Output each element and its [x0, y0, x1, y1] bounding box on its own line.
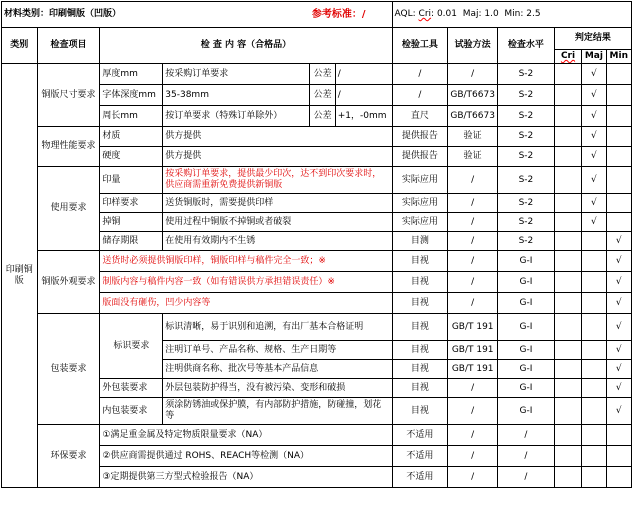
content-cell: 使用过程中铜版不掉铜或者破裂 — [163, 213, 392, 232]
content-cell: 送货铜版时，需要提供印样 — [163, 194, 392, 213]
maj-cell: √ — [582, 147, 606, 167]
group-appearance: 铜版外观要求 — [37, 251, 100, 314]
level-cell: S-2 — [498, 213, 555, 232]
tool-cell: 实际应用 — [392, 167, 448, 194]
min-cell: √ — [606, 314, 631, 341]
method-cell: / — [448, 213, 498, 232]
cri-cell — [554, 64, 581, 85]
table-row — [2, 127, 632, 147]
level-cell: S-2 — [498, 232, 555, 251]
level-cell: S-2 — [498, 194, 555, 213]
cri-cell — [554, 213, 581, 232]
min-cell — [606, 194, 631, 213]
min-cell: √ — [606, 398, 631, 425]
content-cell: ②供应商需提供通过 ROHS、REACH等检测（NA） — [100, 446, 392, 467]
min-cell — [606, 64, 631, 85]
cri-cell — [554, 446, 581, 467]
reference-standard: 参考标准：/ — [310, 2, 392, 28]
level-cell: / — [498, 446, 555, 467]
sub-item: 材质 — [100, 127, 163, 147]
method-cell: / — [448, 232, 498, 251]
tool-cell: 目视 — [392, 293, 448, 314]
method-cell: GB/T 191 — [448, 341, 498, 360]
tool-cell: 提供报告 — [392, 147, 448, 167]
method-cell: / — [448, 467, 498, 488]
table-row — [2, 314, 632, 341]
maj-cell: √ — [582, 194, 606, 213]
maj-cell — [582, 446, 606, 467]
method-cell: 验证 — [448, 127, 498, 147]
content-cell: 标识清晰，易于识别和追溯，有出厂基本合格证明 — [163, 314, 392, 341]
method-cell: 验证 — [448, 147, 498, 167]
level-cell: G-I — [498, 272, 555, 293]
cri-cell — [554, 360, 581, 379]
col-maj-header: Maj — [582, 50, 606, 64]
cri-cell — [554, 232, 581, 251]
content-cell: 注明供商名称、批次号等基本产品信息 — [163, 360, 392, 379]
method-cell: GB/T 191 — [448, 314, 498, 341]
level-cell: S-2 — [498, 85, 555, 106]
group-use: 使用要求 — [37, 167, 100, 251]
min-cell: √ — [606, 272, 631, 293]
maj-cell: √ — [582, 85, 606, 106]
min-cell: √ — [606, 251, 631, 272]
maj-cell — [582, 398, 606, 425]
min-cell — [606, 127, 631, 147]
cri-cell — [554, 147, 581, 167]
col-level-header: 检查水平 — [498, 28, 555, 64]
sub-item: 印量 — [100, 167, 163, 194]
tolerance-value: / — [335, 64, 392, 85]
cri-cell — [554, 467, 581, 488]
min-cell: √ — [606, 232, 631, 251]
col-cri-header: Cri — [554, 50, 581, 64]
cri-cell — [554, 425, 581, 446]
col-item-header: 检查项目 — [37, 28, 100, 64]
content-cell: 送货时必须提供铜版印样，铜版印样与稿件完全一致；※ — [100, 251, 392, 272]
group-physical: 物理性能要求 — [37, 127, 100, 167]
min-cell — [606, 106, 631, 127]
tool-cell: 目视 — [392, 341, 448, 360]
level-cell: / — [498, 425, 555, 446]
aql-label: AQL: — [394, 9, 419, 19]
cri-cell — [554, 251, 581, 272]
maj-cell — [582, 232, 606, 251]
maj-cell — [582, 379, 606, 398]
cri-cell — [554, 194, 581, 213]
tool-cell: 直尺 — [392, 106, 448, 127]
col-type-header: 类别 — [2, 28, 38, 64]
group-package-mark: 标识要求 — [100, 314, 163, 379]
method-cell: / — [448, 194, 498, 213]
content-cell: 版面没有砸伤，凹少内容等 — [100, 293, 392, 314]
tool-cell: 目视 — [392, 379, 448, 398]
table-row — [2, 64, 632, 85]
content-cell: 在使用有效期内不生锈 — [163, 232, 392, 251]
min-cell: √ — [606, 341, 631, 360]
table-row — [2, 251, 632, 272]
title-row — [2, 2, 632, 28]
min-cell: √ — [606, 379, 631, 398]
col-judge-header: 判定结果 — [554, 28, 631, 50]
maj-cell: √ — [582, 64, 606, 85]
level-cell: / — [498, 467, 555, 488]
level-cell: S-2 — [498, 127, 555, 147]
method-cell: / — [448, 398, 498, 425]
method-cell: / — [448, 64, 498, 85]
maj-cell — [582, 251, 606, 272]
method-cell: / — [448, 251, 498, 272]
sub-item: 硬度 — [100, 147, 163, 167]
content-cell: 按订单要求（特殊订单除外） — [163, 106, 310, 127]
maj-cell: √ — [582, 167, 606, 194]
tool-cell: 实际应用 — [392, 213, 448, 232]
min-cell — [606, 467, 631, 488]
content-cell: 35-38mm — [163, 85, 310, 106]
method-cell: / — [448, 446, 498, 467]
group-package: 包装要求 — [37, 314, 100, 425]
group-env: 环保要求 — [37, 425, 100, 488]
tolerance-value: / — [335, 85, 392, 106]
min-cell — [606, 167, 631, 194]
content-cell: 供方提供 — [163, 147, 392, 167]
min-cell — [606, 147, 631, 167]
tolerance-label: 公差 — [310, 106, 335, 127]
sub-item: 内包装要求 — [100, 398, 163, 425]
level-cell: G-I — [498, 360, 555, 379]
method-cell: / — [448, 167, 498, 194]
tool-cell: 不适用 — [392, 425, 448, 446]
method-cell: / — [448, 425, 498, 446]
cri-cell — [554, 106, 581, 127]
method-cell: / — [448, 272, 498, 293]
maj-cell: √ — [582, 127, 606, 147]
aql-cri: Cri — [418, 9, 432, 19]
tool-cell: 目测 — [392, 232, 448, 251]
method-cell: / — [448, 379, 498, 398]
table-row — [2, 425, 632, 446]
content-cell: ①满足重金属及特定物质限量要求（NA） — [100, 425, 392, 446]
maj-cell — [582, 272, 606, 293]
maj-cell — [582, 360, 606, 379]
cri-cell — [554, 341, 581, 360]
tool-cell: / — [392, 85, 448, 106]
sub-item: 掉铜 — [100, 213, 163, 232]
cri-cell — [554, 127, 581, 147]
tool-cell: 目视 — [392, 314, 448, 341]
level-cell: S-2 — [498, 64, 555, 85]
level-cell: G-I — [498, 314, 555, 341]
category-name: 印刷铜版 — [2, 64, 38, 488]
content-cell: 按采购订单要求，提供最少印次，达不到印次要求时，供应商需重新免费提供新铜版 — [163, 167, 392, 194]
content-cell: 供方提供 — [163, 127, 392, 147]
sub-item: 外包装要求 — [100, 379, 163, 398]
sub-item: 储存期限 — [100, 232, 163, 251]
cri-cell — [554, 85, 581, 106]
header-row-1 — [2, 28, 632, 50]
tolerance-value: +1，-0mm — [335, 106, 392, 127]
col-method-header: 试验方法 — [448, 28, 498, 64]
sub-item: 厚度mm — [100, 64, 163, 85]
min-cell — [606, 425, 631, 446]
level-cell: S-2 — [498, 147, 555, 167]
tolerance-label: 公差 — [310, 64, 335, 85]
sub-item: 印样要求 — [100, 194, 163, 213]
aql-rest: : 0.01 Maj: 1.0 Min: 2.5 — [431, 9, 541, 19]
cri-cell — [554, 314, 581, 341]
content-cell: 按采购订单要求 — [163, 64, 310, 85]
level-cell: G-I — [498, 379, 555, 398]
col-min-header: Min — [606, 50, 631, 64]
aql-values — [392, 2, 631, 28]
sub-item: 周长mm — [100, 106, 163, 127]
cri-cell — [554, 272, 581, 293]
maj-cell: √ — [582, 106, 606, 127]
maj-cell: √ — [582, 213, 606, 232]
cri-cell — [554, 167, 581, 194]
cri-cell — [554, 379, 581, 398]
min-cell: √ — [606, 293, 631, 314]
level-cell: G-I — [498, 293, 555, 314]
tool-cell: 目视 — [392, 272, 448, 293]
col-content-header: 检 查 内 容（合格品） — [100, 28, 392, 64]
method-cell: GB/T 191 — [448, 360, 498, 379]
content-cell: ③定期提供第三方型式检验报告（NA） — [100, 467, 392, 488]
method-cell: / — [448, 293, 498, 314]
tool-cell: 实际应用 — [392, 194, 448, 213]
cri-cell — [554, 398, 581, 425]
maj-cell — [582, 467, 606, 488]
level-cell: G-I — [498, 398, 555, 425]
tool-cell: 目视 — [392, 251, 448, 272]
tool-cell: 目视 — [392, 360, 448, 379]
tool-cell: 不适用 — [392, 467, 448, 488]
content-cell: 制版内容与稿件内容一致（如有错误供方承担错误责任）※ — [100, 272, 392, 293]
maj-cell — [582, 341, 606, 360]
col-tool-header: 检验工具 — [392, 28, 448, 64]
tool-cell: / — [392, 64, 448, 85]
material-category: 材料类别：印刷铜版（凹版） — [2, 2, 310, 28]
method-cell: GB/T6673 — [448, 85, 498, 106]
group-size: 铜版尺寸要求 — [37, 64, 100, 127]
cri-cell — [554, 293, 581, 314]
sub-item: 字体深度mm — [100, 85, 163, 106]
min-cell — [606, 85, 631, 106]
min-cell: √ — [606, 360, 631, 379]
level-cell: G-I — [498, 251, 555, 272]
min-cell — [606, 446, 631, 467]
content-cell: 须涂防锈油或保护膜，有内部防护措施，防碰撞，划花等 — [163, 398, 392, 425]
tool-cell: 不适用 — [392, 446, 448, 467]
maj-cell — [582, 293, 606, 314]
tolerance-label: 公差 — [310, 85, 335, 106]
method-cell: GB/T6673 — [448, 106, 498, 127]
inspection-table — [1, 1, 632, 488]
min-cell — [606, 213, 631, 232]
level-cell: S-2 — [498, 167, 555, 194]
content-cell: 外层包装防护得当，没有被污染、变形和破损 — [163, 379, 392, 398]
level-cell: G-I — [498, 341, 555, 360]
content-cell: 注明订单号、产品名称、规格、生产日期等 — [163, 341, 392, 360]
tool-cell: 目视 — [392, 398, 448, 425]
level-cell: S-2 — [498, 106, 555, 127]
maj-cell — [582, 314, 606, 341]
table-row — [2, 167, 632, 194]
maj-cell — [582, 425, 606, 446]
tool-cell: 提供报告 — [392, 127, 448, 147]
